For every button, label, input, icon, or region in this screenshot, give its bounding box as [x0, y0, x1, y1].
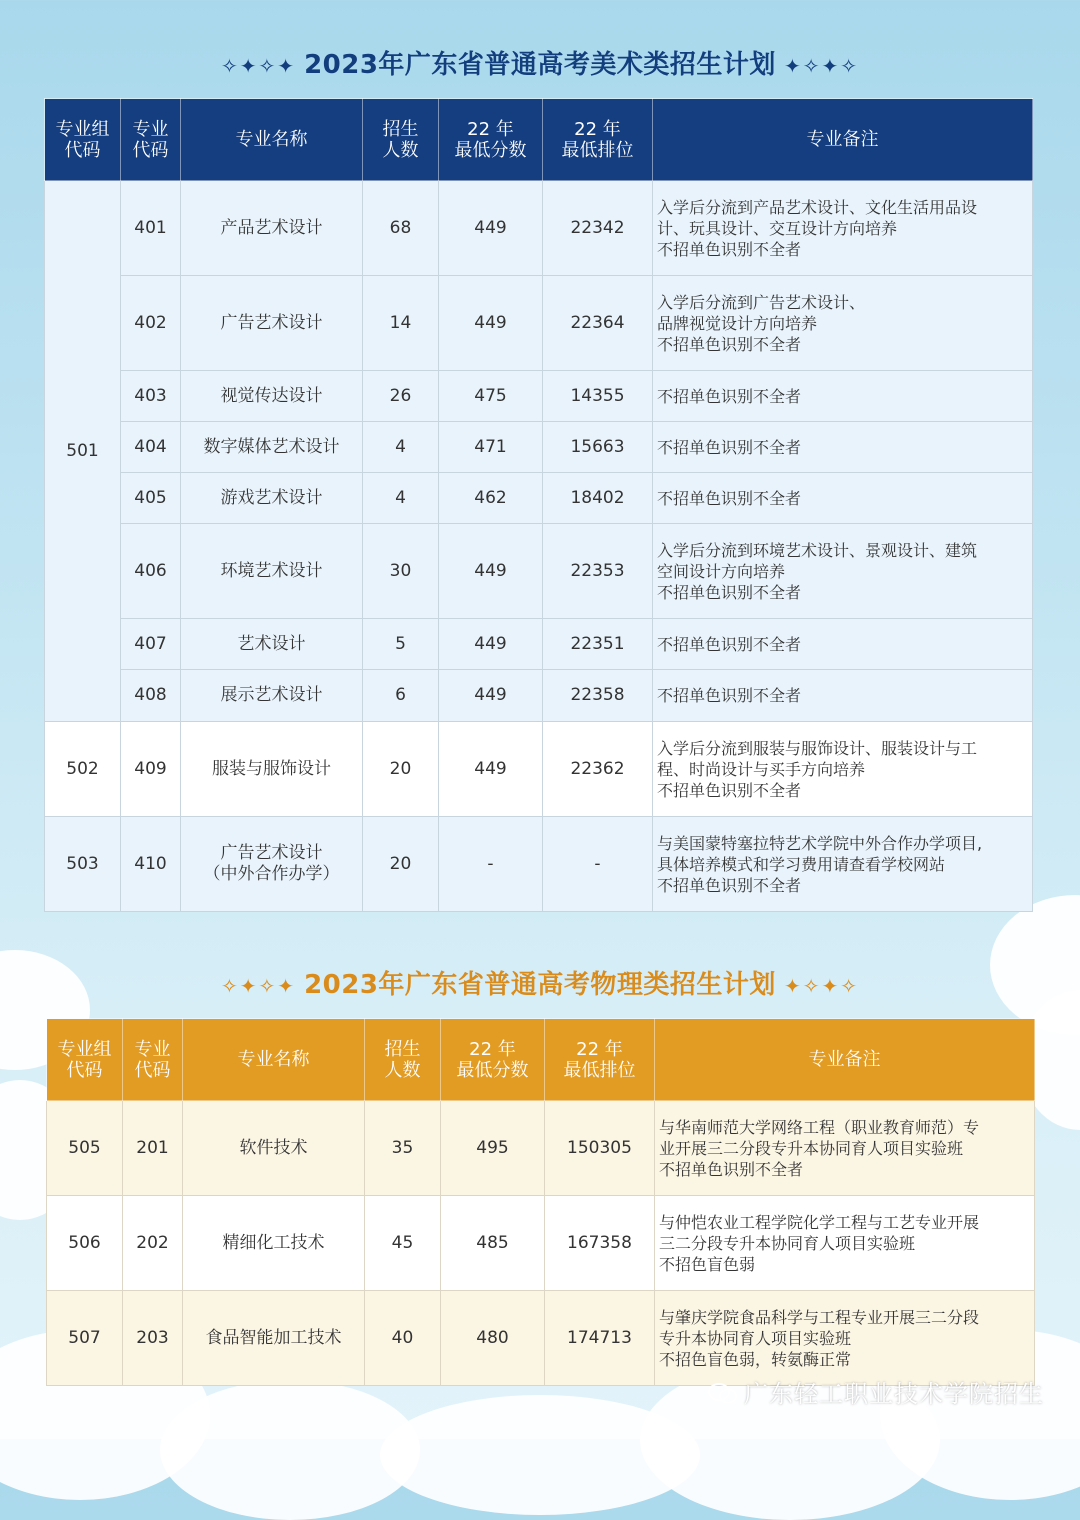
watermark-text: 广东轻工职业技术学院招生 — [744, 1380, 1044, 1408]
header-group-code: 专业组 代码 — [47, 1019, 123, 1101]
min-score-cell: 462 — [439, 473, 543, 524]
star-decoration-left: ✧✦✧✦ — [221, 974, 297, 998]
header-major-code: 专业 代码 — [123, 1019, 183, 1101]
major-name-cell: 游戏艺术设计 — [181, 473, 363, 524]
table-row — [45, 181, 1033, 276]
table-row — [47, 1101, 1035, 1196]
table-row — [45, 422, 1033, 473]
major-code-cell: 402 — [121, 276, 181, 371]
min-rank-cell: 18402 — [543, 473, 653, 524]
major-code-cell: 203 — [123, 1291, 183, 1386]
major-name-cell: 广告艺术设计 — [181, 276, 363, 371]
note-cell: 不招单色识别不全者 — [653, 422, 1033, 473]
min-score-cell: 449 — [439, 524, 543, 619]
header-major-name: 专业名称 — [181, 99, 363, 181]
table-row — [45, 722, 1033, 817]
table-row — [47, 1291, 1035, 1386]
header-note: 专业备注 — [653, 99, 1033, 181]
enroll-count-cell: 4 — [363, 473, 439, 524]
table-row — [47, 1196, 1035, 1291]
note-cell: 入学后分流到广告艺术设计、 品牌视觉设计方向培养 不招单色识别不全者 — [653, 276, 1033, 371]
min-rank-cell: 22351 — [543, 619, 653, 670]
group-code-cell: 502 — [45, 722, 121, 817]
header-min-rank: 22 年 最低排位 — [545, 1019, 655, 1101]
min-score-cell: 471 — [439, 422, 543, 473]
group-code-cell: 501 — [45, 181, 121, 722]
enroll-count-cell: 40 — [365, 1291, 441, 1386]
watermark — [708, 1374, 1044, 1409]
note-cell: 不招单色识别不全者 — [653, 371, 1033, 422]
major-name-cell: 服装与服饰设计 — [181, 722, 363, 817]
enroll-count-cell: 20 — [363, 817, 439, 912]
enroll-count-cell: 30 — [363, 524, 439, 619]
header-major-code: 专业 代码 — [121, 99, 181, 181]
enroll-count-cell: 45 — [365, 1196, 441, 1291]
header-min-score: 22 年 最低分数 — [441, 1019, 545, 1101]
min-rank-cell: 174713 — [545, 1291, 655, 1386]
note-cell: 入学后分流到环境艺术设计、景观设计、建筑 空间设计方向培养 不招单色识别不全者 — [653, 524, 1033, 619]
header-enroll-count: 招生 人数 — [363, 99, 439, 181]
note-cell: 不招单色识别不全者 — [653, 670, 1033, 722]
major-name-cell: 食品智能加工技术 — [183, 1291, 365, 1386]
header-enroll-count: 招生 人数 — [365, 1019, 441, 1101]
enroll-count-cell: 6 — [363, 670, 439, 722]
physics-plan-title-text: 2023年广东省普通高考物理类招生计划 — [304, 970, 776, 1000]
group-code-cell: 503 — [45, 817, 121, 912]
header-min-rank: 22 年 最低排位 — [543, 99, 653, 181]
physics-plan-title — [0, 964, 1080, 1001]
art-plan-title — [0, 44, 1080, 81]
min-rank-cell: 150305 — [545, 1101, 655, 1196]
major-code-cell: 404 — [121, 422, 181, 473]
min-rank-cell: 167358 — [545, 1196, 655, 1291]
table-header-row — [45, 99, 1033, 181]
header-note: 专业备注 — [655, 1019, 1035, 1101]
note-cell: 不招单色识别不全者 — [653, 473, 1033, 524]
min-rank-cell: - — [543, 817, 653, 912]
table-row — [45, 619, 1033, 670]
enroll-count-cell: 20 — [363, 722, 439, 817]
enroll-count-cell: 26 — [363, 371, 439, 422]
table-row — [45, 276, 1033, 371]
major-code-cell: 407 — [121, 619, 181, 670]
major-name-cell: 产品艺术设计 — [181, 181, 363, 276]
note-cell: 入学后分流到服装与服饰设计、服装设计与工 程、时尚设计与买手方向培养 不招单色识别不全者 — [653, 722, 1033, 817]
enroll-count-cell: 4 — [363, 422, 439, 473]
note-cell: 不招单色识别不全者 — [653, 619, 1033, 670]
major-name-cell: 艺术设计 — [181, 619, 363, 670]
major-code-cell: 410 — [121, 817, 181, 912]
min-score-cell: 449 — [439, 181, 543, 276]
table-row — [45, 371, 1033, 422]
table-header-row — [47, 1019, 1035, 1101]
enroll-count-cell: 14 — [363, 276, 439, 371]
major-code-cell: 405 — [121, 473, 181, 524]
min-score-cell: 449 — [439, 670, 543, 722]
min-rank-cell: 22364 — [543, 276, 653, 371]
major-name-cell: 数字媒体艺术设计 — [181, 422, 363, 473]
major-name-cell: 环境艺术设计 — [181, 524, 363, 619]
header-group-code: 专业组 代码 — [45, 99, 121, 181]
header-min-score: 22 年 最低分数 — [439, 99, 543, 181]
star-decoration-right: ✦✧✦✧ — [783, 54, 859, 78]
note-cell: 与美国蒙特塞拉特艺术学院中外合作办学项目, 具体培养模式和学习费用请查看学校网站 不招单色识别不全者 — [653, 817, 1033, 912]
min-rank-cell: 22362 — [543, 722, 653, 817]
min-score-cell: 495 — [441, 1101, 545, 1196]
star-decoration-right: ✦✧✦✧ — [783, 974, 859, 998]
group-code-cell: 507 — [47, 1291, 123, 1386]
major-name-cell: 视觉传达设计 — [181, 371, 363, 422]
art-plan-table — [44, 98, 1033, 912]
wechat-icon — [708, 1383, 738, 1405]
min-rank-cell: 22353 — [543, 524, 653, 619]
star-decoration-left: ✧✦✧✦ — [221, 54, 297, 78]
enroll-count-cell: 68 — [363, 181, 439, 276]
table-row — [45, 670, 1033, 722]
major-code-cell: 401 — [121, 181, 181, 276]
min-score-cell: 475 — [439, 371, 543, 422]
header-major-name: 专业名称 — [183, 1019, 365, 1101]
major-name-cell: 软件技术 — [183, 1101, 365, 1196]
min-rank-cell: 15663 — [543, 422, 653, 473]
major-code-cell: 408 — [121, 670, 181, 722]
min-score-cell: 485 — [441, 1196, 545, 1291]
enroll-count-cell: 5 — [363, 619, 439, 670]
min-rank-cell: 22358 — [543, 670, 653, 722]
note-cell: 与肇庆学院食品科学与工程专业开展三二分段 专升本协同育人项目实验班 不招色盲色弱，转氨酶正常 — [655, 1291, 1035, 1386]
min-score-cell: 449 — [439, 722, 543, 817]
min-score-cell: 449 — [439, 276, 543, 371]
min-score-cell: - — [439, 817, 543, 912]
group-code-cell: 506 — [47, 1196, 123, 1291]
note-cell: 与华南师范大学网络工程（职业教育师范）专 业开展三二分段专升本协同育人项目实验班 不招单色识别不全者 — [655, 1101, 1035, 1196]
major-code-cell: 403 — [121, 371, 181, 422]
min-score-cell: 449 — [439, 619, 543, 670]
table-row — [45, 817, 1033, 912]
major-code-cell: 409 — [121, 722, 181, 817]
major-name-cell: 广告艺术设计 （中外合作办学） — [181, 817, 363, 912]
note-cell: 入学后分流到产品艺术设计、文化生活用品设 计、玩具设计、交互设计方向培养 不招单色识别不全者 — [653, 181, 1033, 276]
major-name-cell: 精细化工技术 — [183, 1196, 365, 1291]
enroll-count-cell: 35 — [365, 1101, 441, 1196]
major-code-cell: 201 — [123, 1101, 183, 1196]
min-rank-cell: 14355 — [543, 371, 653, 422]
group-code-cell: 505 — [47, 1101, 123, 1196]
physics-plan-table — [46, 1018, 1035, 1386]
min-rank-cell: 22342 — [543, 181, 653, 276]
art-plan-title-text: 2023年广东省普通高考美术类招生计划 — [304, 50, 776, 80]
major-code-cell: 406 — [121, 524, 181, 619]
min-score-cell: 480 — [441, 1291, 545, 1386]
major-name-cell: 展示艺术设计 — [181, 670, 363, 722]
table-row — [45, 524, 1033, 619]
major-code-cell: 202 — [123, 1196, 183, 1291]
table-row — [45, 473, 1033, 524]
note-cell: 与仲恺农业工程学院化学工程与工艺专业开展 三二分段专升本协同育人项目实验班 不招色盲色弱 — [655, 1196, 1035, 1291]
